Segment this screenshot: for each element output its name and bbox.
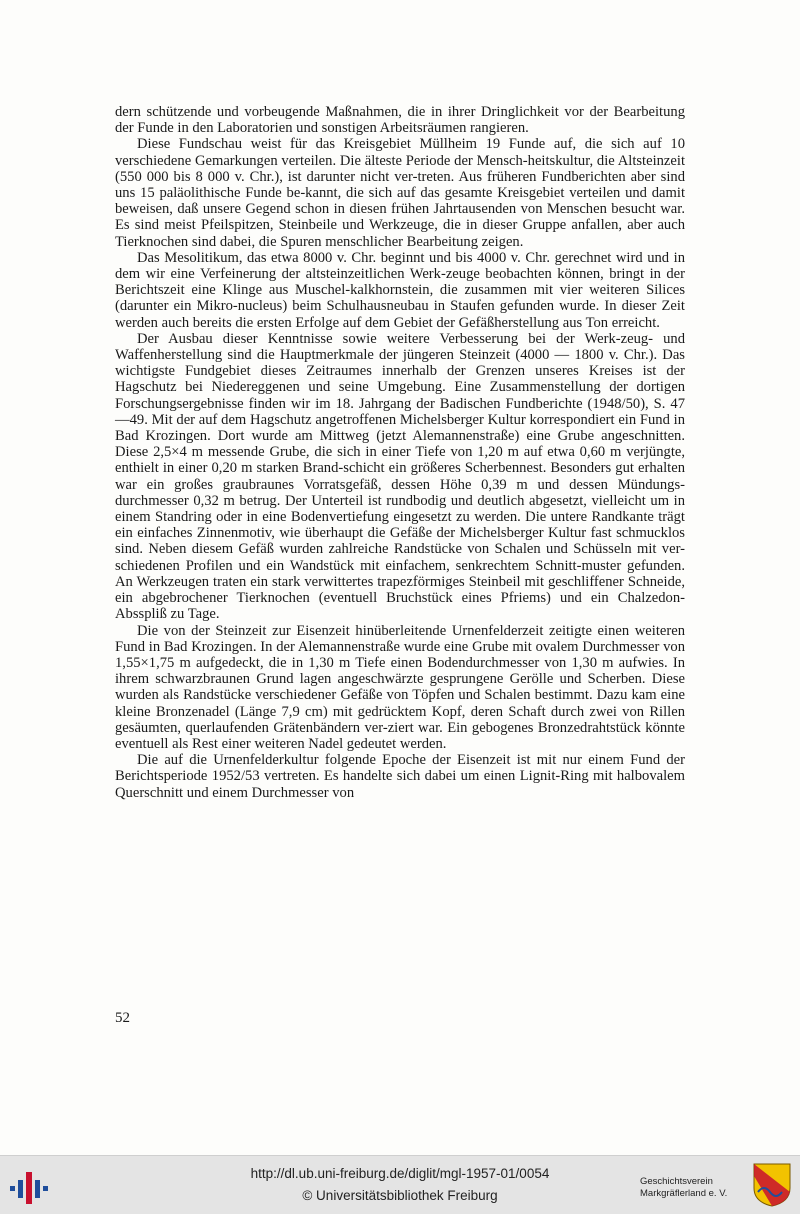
society-line-2: Markgräflerland e. V. xyxy=(640,1188,728,1199)
coat-of-arms-icon[interactable] xyxy=(752,1162,792,1208)
paragraph: Der Ausbau dieser Kenntnisse sowie weitere Verbesserung bei der Werk-zeug- und Waffenherstellung sind die Hauptmerkmale der jüngeren Steinzeit (4000 — 1800 v. Chr.). Das wichtigste Fundgebiet dieses Zeitraumes innerhalb der Grenzen unseres Kreises ist der Hagschutz bei Niedereggenen und seine Umgebung. Eine Zusammenstellung der dortigen Forschungsergebnisse finden wir im 18. Jahrgang der Badischen Fundberichte (1948/50), S. 47—49. Mit der auf dem Hagschutz angetroffenen Michelsberger Kultur korrespondiert ein Fund in Bad Krozingen. Dort wurde am Mittweg (jetzt Alemannenstraße) eine Grube angeschnitten. Diese 2,5×4 m messende Grube, die sich in einer Tiefe von 1,20 m auf etwa 0,60 m verjüngte, enthielt in einer 0,20 m starken Brand-schicht ein größeres Scherbennest. Besonders gut erhalten war ein großes graubraunes Vorratsgefäß, dessen Höhe 0,39 m und dessen Mündungs-durchmesser 0,32 m betrug. Der Unterteil ist rundbodig und deutlich abgesetzt, vielleicht um in einem Standring oder in eine Bodenvertiefung eingesetzt zu werden. Die untere Randkante trägt ein einfaches Zinnenmotiv, wie überhaupt die Gefäße der Michelsberger Kultur fast schmucklos sind. Neben diesem Gefäß wurden zahlreiche Randstücke von Schalen und Schüsseln mit ver-schiedenen Profilen und ein Wandstück mit einfachem, senkrechtem Schnitt-muster gefunden. An Werkzeugen traten ein stark verwittertes trapezförmiges Steinbeil mit geschliffener Schneide, ein abgebrochener Tierknochen (eventuell Bruchstück eines Pfriems) und ein Chalzedon-Absspliß zu Tage. xyxy=(115,330,685,623)
copyright-text: © Universitätsbibliothek Freiburg xyxy=(302,1188,498,1203)
page-number: 52 xyxy=(115,1010,130,1026)
paragraph: Die auf die Urnenfelderkultur folgende Epoche der Eisenzeit ist mit nur einem Fund der Berichtsperiode 1952/53 vertreten. Es handelte sich dabei um einen Lignit-Ring mit halbovalem Querschnitt und einem Durchmesser von xyxy=(115,752,685,801)
body-text xyxy=(115,104,685,801)
society-name xyxy=(640,1176,750,1200)
viewer-footer xyxy=(0,1155,800,1214)
paragraph: Diese Fundschau weist für das Kreisgebiet Müllheim 19 Funde auf, die sich auf 10 verschiedene Gemarkungen verteilen. Die älteste Periode der Mensch-heitskultur, die Altsteinzeit (550 000 bis 8 000 v. Chr.), ist darunter nicht ver-treten. Aus früheren Fundberichten aber sind uns 15 paläolithische Funde be-kannt, die sich auf das gesamte Kreisgebiet verteilen und damit beweisen, daß unsere Gegend schon in diesen frühen Jahrtausenden von Menschen besucht war. Es sind meist Pfeilspitzen, Steinbeile und Werkzeuge, die in dieser Gruppe anfallen, aber auch Tierknochen sind dabei, die Spuren menschlicher Bearbeitung zeigen. xyxy=(115,136,685,250)
permalink-link[interactable]: http://dl.ub.uni-freiburg.de/diglit/mgl-1957-01/0054 xyxy=(250,1166,550,1181)
paragraph: dern schützende und vorbeugende Maßnahmen, die in ihrer Dringlichkeit vor der Bearbeitung der Funde in den Laboratorien und sonstigen Arbeitsräumen rangieren. xyxy=(115,104,685,137)
society-line-1: Geschichtsverein xyxy=(640,1176,713,1187)
paragraph: Das Mesolitikum, das etwa 8000 v. Chr. beginnt und bis 4000 v. Chr. gerechnet wird und in dem wir eine Verfeinerung der altsteinzeitlichen Werk-zeuge beobachten können, bringt in der Berichtszeit eine Klinge aus Muschel-kalkhornstein, die zusammen mit vier weiteren Silices (darunter ein Mikro-nucleus) beim Schulhausneubau in Staufen gefunden wurde. In dieser Zeit werden auch bereits die ersten Erfolge auf dem Gebiet der Gefäßherstellung aus Ton erreicht. xyxy=(115,249,685,331)
paragraph: Die von der Steinzeit zur Eisenzeit hinüberleitende Urnenfelderzeit zeitigte einen weiteren Fund in Bad Krozingen. In der Alemannenstraße wurde eine Grube mit ovalem Durchmesser von 1,55×1,75 m aufgedeckt, die in 1,30 m Tiefe einen Bodendurchmesser von 1,30 m aufwies. In ihrem schwarzbraunen Grund lagen angeschwärzte gesprungene Gerölle und Scherben. Diese wurden als Randstücke verschiedener Gefäße von Töpfen und Schalen bestimmt. Dazu kam eine kleine Bronzenadel (Länge 7,9 cm) mit gedrücktem Kopf, deren Schaft durch zwei von Rillen gesäumten, querlaufenden Grätenbändern ver-ziert war. Ein gebogenes Bronzedrahtstück könnte eventuell als Rest einer weiteren Nadel gedeutet werden. xyxy=(115,622,685,752)
